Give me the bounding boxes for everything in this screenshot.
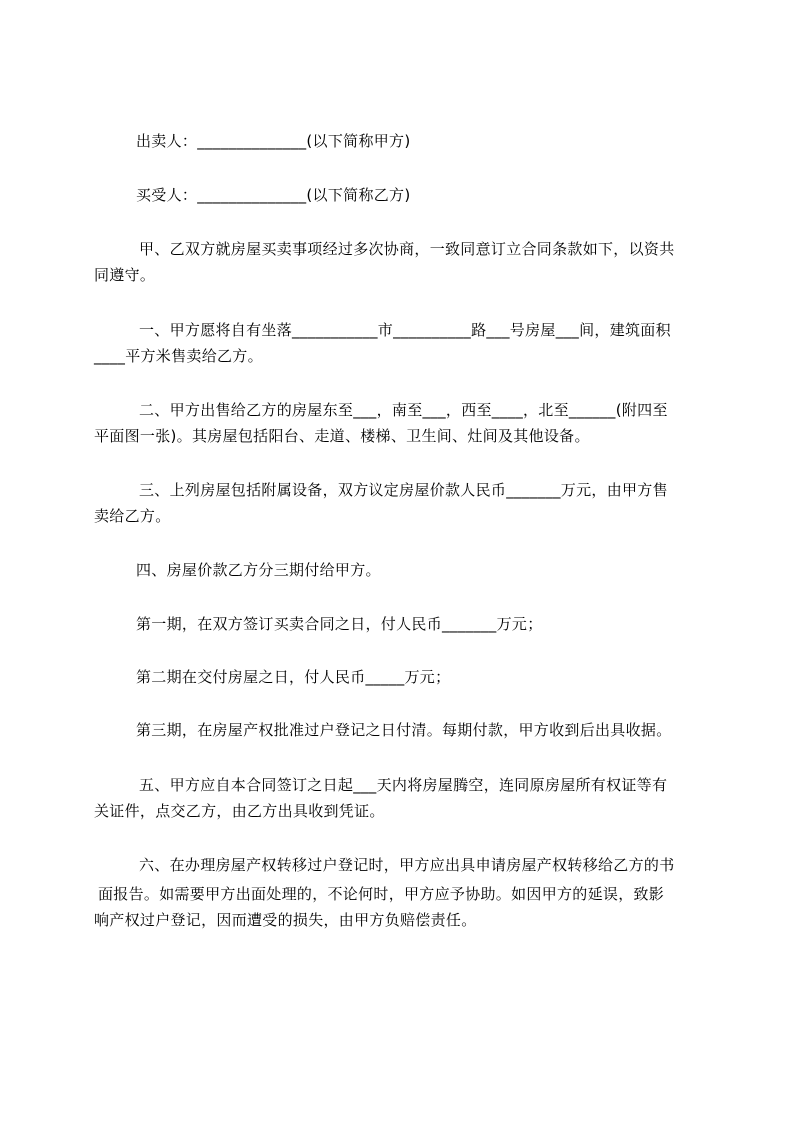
seller-line: 出卖人：______________(以下简称甲方): [136, 132, 411, 150]
payment-phase-1: 第一期，在双方签订买卖合同之日，付人民币_______万元；: [136, 615, 543, 633]
clause-4: 四、房屋价款乙方分三期付给甲方。: [136, 561, 381, 579]
clause-1-line-2: ____平方米售卖给乙方。: [94, 347, 263, 365]
clause-2-line-2: 平面图一张)。其房屋包括阳台、走道、楼梯、卫生间、灶间及其他设备。: [94, 427, 590, 445]
buyer-line: 买受人：______________(以下简称乙方): [136, 186, 411, 204]
clause-6-line-2: 面报告。如需要甲方出面处理的，不论何时，甲方应予协助。如因甲方的延误，致影: [98, 885, 665, 903]
clause-1-line-1: 一、甲方愿将自有坐落___________市__________路___号房屋___间，建筑面积: [139, 321, 671, 339]
clause-6-line-3: 响产权过户登记，因而遭受的损失，由甲方负赔偿责任。: [94, 911, 477, 929]
clause-6-line-1: 六、在办理房屋产权转移过户登记时，甲方应出具申请房屋产权转移给乙方的书: [139, 856, 675, 874]
preamble-line-2: 同遵守。: [94, 266, 156, 284]
clause-3-line-2: 卖给乙方。: [94, 507, 171, 525]
clause-2-line-1: 二、甲方出售给乙方的房屋东至___，南至___，西至____，北至______(附四至: [139, 401, 668, 419]
clause-5-line-2: 关证件，点交乙方，由乙方出具收到凭证。: [94, 802, 385, 820]
payment-phase-3: 第三期，在房屋产权批准过户登记之日付清。每期付款，甲方收到后出具收据。: [136, 721, 672, 739]
payment-phase-2: 第二期在交付房屋之日，付人民币_____万元；: [136, 668, 451, 686]
preamble-line-1: 甲、乙双方就房屋买卖事项经过多次协商，一致同意订立合同条款如下，以资共: [139, 240, 675, 258]
clause-5-line-1: 五、甲方应自本合同签订之日起___天内将房屋腾空，连同原房屋所有权证等有: [139, 776, 668, 794]
clause-3-line-1: 三、上列房屋包括附属设备，双方议定房屋价款人民币_______万元，由甲方售: [139, 481, 668, 499]
